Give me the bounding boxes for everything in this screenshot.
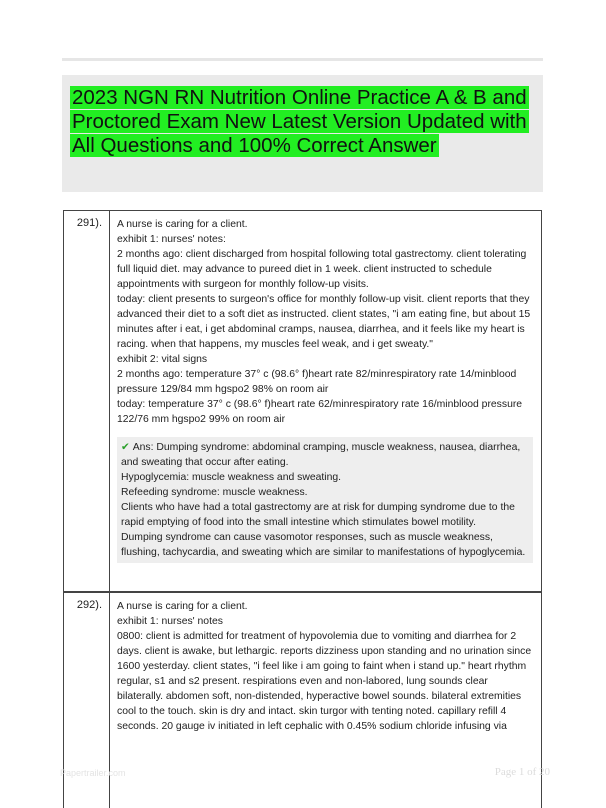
answer-line: Ans: Dumping syndrome: abdominal cramping, muscle weakness, nausea, diarrhea, and sweating that occur after eating. — [121, 442, 521, 468]
question-number-cell — [64, 211, 110, 591]
question-number: 291). — [76, 217, 102, 229]
question-line: 2 months ago: temperature 37° c (98.6° f)heart rate 82/minrespiratory rate 14/minblood pressure 129/84 mm hgspo2 98% on room air — [117, 369, 517, 395]
question-line: A nurse is caring for a client. — [117, 219, 248, 230]
answer-box — [117, 437, 533, 563]
question-291 — [63, 210, 542, 592]
question-line: today: client presents to surgeon's office for monthly follow-up visit. client reports that they advanced their diet to a soft diet as instructed. client states, "i am eating fine, but about 15 minutes after i eat, i get abdominal cramps, nausea, diarrhea, and it feels like my heart is racing. when that happens, my muscles feel weak, and i get sweaty." — [117, 294, 531, 350]
question-content — [117, 599, 533, 734]
question-line: A nurse is caring for a client. — [117, 601, 248, 612]
page-number: Page 1 of 20 — [494, 766, 550, 778]
document-title: 2023 NGN RN Nutrition Online Practice A & B and Proctored Exam New Latest Version Updated with All Questions and 100% Correct Answer — [72, 86, 527, 157]
question-line: today: temperature 37° c (98.6° f)heart rate 62/minrespiratory rate 16/minblood pressure 122/76 mm hgspo2 99% on room air — [117, 399, 523, 425]
answer-line: Dumping syndrome can cause vasomotor responses, such as muscle weakness, flushing, tachycardia, and sweating which are similar to manifestations of hypoglycemia. — [121, 532, 526, 558]
footer-watermark: Papertrailer.com — [60, 768, 126, 778]
question-292 — [63, 592, 542, 808]
question-number: 292). — [76, 599, 102, 611]
question-line: exhibit 2: vital signs — [117, 354, 208, 365]
question-line: 2 months ago: client discharged from hospital following total gastrectomy. client tolerating full liquid diet. may advance to pureed diet in 1 week. client instructed to schedule appointments with surgeon for monthly follow-up visits. — [117, 249, 527, 290]
checkmark-icon: ✔ — [121, 442, 130, 453]
top-divider — [62, 58, 543, 61]
answer-line: Clients who have had a total gastrectomy are at risk for dumping syndrome due to the rapid emptying of food into the small intestine which stimulates bowel motility. — [121, 502, 515, 528]
answer-line: Refeeding syndrome: muscle weakness. — [121, 487, 308, 498]
question-line: 0800: client is admitted for treatment of hypovolemia due to vomiting and diarrhea for 2 days. client is awake, but lethargic. reports dizziness upon standing and no urination since 1600 yesterday. client states, "i feel like i am going to faint when i stand up." heart rhythm regular, s1 and s2 present. respirations even and non-labored, lung sounds clear bilaterally. abdomen soft, non-distended, hyperactive bowel sounds. bilateral extremities cool to the touch. skin is dry and intact. skin turgor with tenting noted. capillary refill 4 seconds. 20 gauge iv initiated in left cephalic with 0.45% sodium chloride infusing via — [117, 631, 532, 732]
question-line: exhibit 1: nurses' notes: — [117, 234, 226, 245]
answer-line: Hypoglycemia: muscle weakness and sweating. — [121, 472, 342, 483]
question-line: exhibit 1: nurses' notes — [117, 616, 223, 627]
question-content — [117, 217, 533, 563]
